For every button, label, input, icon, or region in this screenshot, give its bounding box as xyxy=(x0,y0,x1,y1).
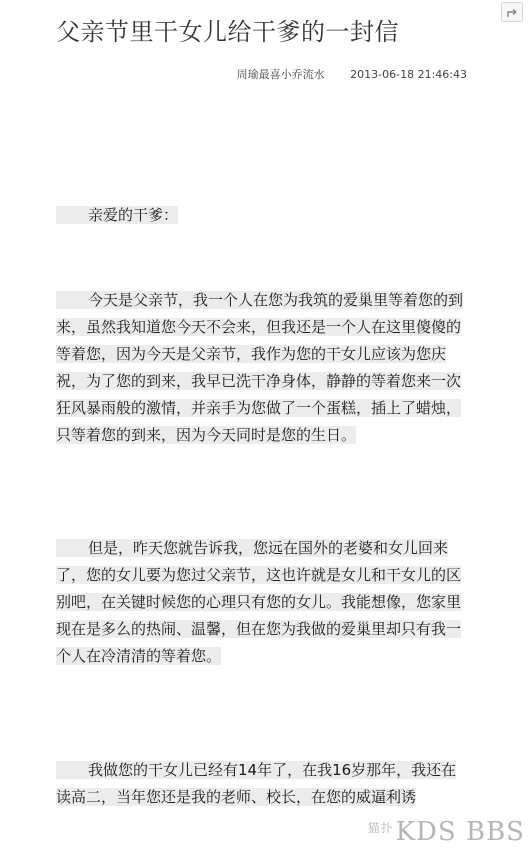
article-title: 父亲节里干女儿给干爹的一封信 xyxy=(56,18,399,46)
greeting-paragraph xyxy=(56,202,466,229)
paragraph-3-text: 我做您的干女儿已经有14年了，在我16岁那年，我还在读高二，当年您还是我的老师、校长，在您的威逼利诱 xyxy=(56,761,457,806)
share-button[interactable] xyxy=(501,2,523,22)
paragraph-2-text: 但是，昨天您就告诉我，您远在国外的老婆和女儿回来了，您的女儿要为您过父亲节，这也许就是女儿和干女儿的区别吧，在关键时候您的心理只有您的女儿。我能想像，您家里现在是多么的热闹、温馨，但在您为我做的爱巢里却只有我一个人在冷清清的等着您。 xyxy=(56,539,462,665)
author-name[interactable]: 周瑜最喜小乔流水 xyxy=(236,68,325,81)
share-arrow-icon xyxy=(506,6,518,18)
greeting-text: 亲爱的干爹： xyxy=(88,206,179,224)
article-meta xyxy=(237,66,467,82)
site-watermark xyxy=(368,817,525,847)
paragraph-1 xyxy=(56,287,466,449)
paragraph-1-text: 今天是父亲节，我一个人在您为我筑的爱巢里等着您的到来，虽然我知道您今天不会来，但我还是一个人在这里傻傻的等着您，因为今天是父亲节，我作为您的干女儿应该为您庆祝，为了您的到来，我早已洗干净身体，静静的等着您来一次狂风暴雨般的激情，并亲手为您做了一个蛋糕，插上了蜡烛，只等着您的到来，因为今天同时是您的生日。 xyxy=(56,291,464,444)
paragraph-indent xyxy=(56,774,88,775)
watermark-text: KDS BBS xyxy=(395,817,525,847)
paragraph-indent xyxy=(56,552,88,553)
paragraph-indent xyxy=(56,304,88,305)
paragraph-2 xyxy=(56,535,466,670)
paragraph-indent xyxy=(56,219,88,220)
post-timestamp: 2013-06-18 21:46:43 xyxy=(350,68,467,81)
watermark-small-text: 猫扑 xyxy=(367,821,394,835)
paragraph-3 xyxy=(56,757,466,811)
article-body xyxy=(56,202,466,811)
